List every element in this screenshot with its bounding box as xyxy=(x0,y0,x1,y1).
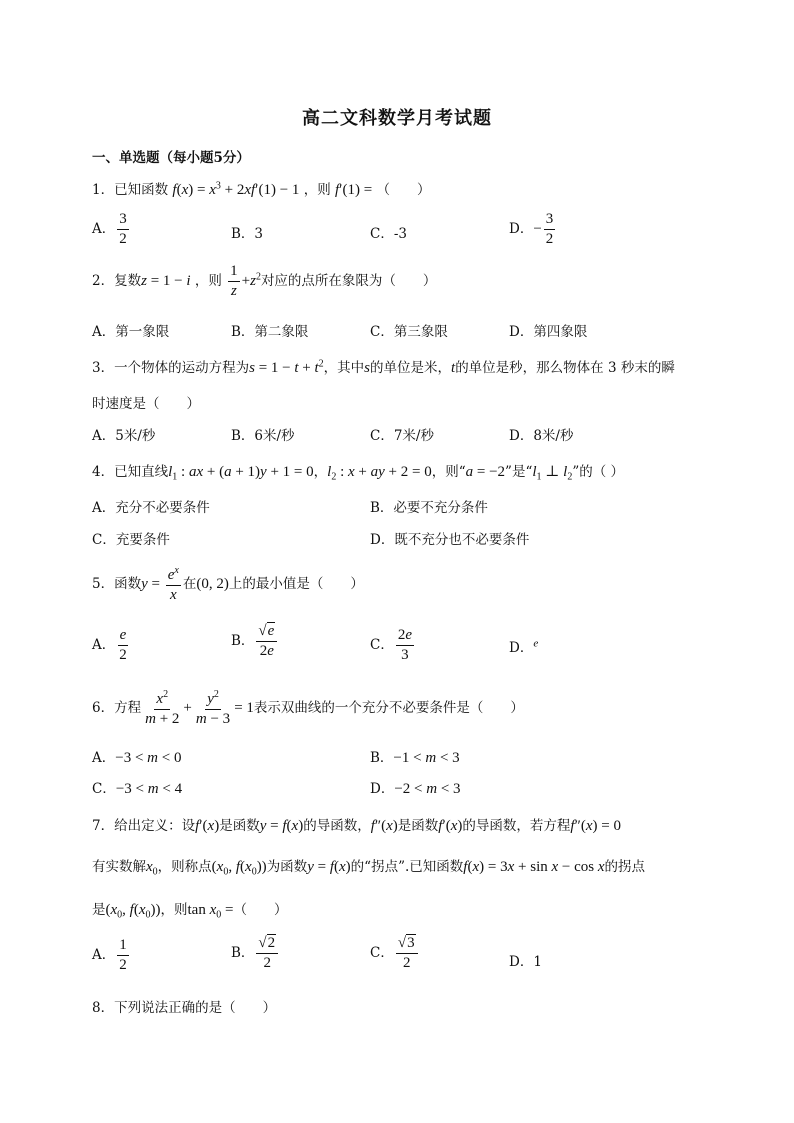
q3-option-b[interactable]: B．6米/秒 xyxy=(231,428,295,444)
q2-option-d[interactable]: D．第四象限 xyxy=(509,324,588,340)
q2-option-b[interactable]: B．第二象限 xyxy=(231,324,309,340)
question-8: 8．下列说法正确的是（ ） xyxy=(92,1000,277,1016)
q6-option-d[interactable]: D．−2 < m < 3 xyxy=(370,781,461,797)
q4-option-b[interactable]: B．必要不充分条件 xyxy=(370,500,488,516)
q4-option-d[interactable]: D．既不充分也不必要条件 xyxy=(370,532,530,548)
question-6: 6．方程 $\frac{x^2}{m + 2}$ + $\frac{y^2}{m - 3}$ = 1表示双曲线的一个充分不必要条件是（ ） xyxy=(92,689,524,727)
q3-option-d[interactable]: D．8米/秒 xyxy=(509,428,574,444)
question-5: 5．函数y = $\frac{e^x}{x}$ 在(0, 2)上的最小值是（ ） xyxy=(92,565,364,603)
question-4: 4．已知直线$l_1$ : ax + (a + 1)y + 1 = 0，$l_2$ : x + ay + 2 = 0，则“a = −2”是“$l_1$ ⊥ $l_2$”的（ ） xyxy=(92,464,625,483)
page-title: 高二文科数学月考试题 xyxy=(302,108,492,129)
q7-option-d[interactable]: D．1 xyxy=(509,954,542,970)
q4-option-a[interactable]: A．充分不必要条件 xyxy=(92,500,210,516)
q3-option-c[interactable]: C．7米/秒 xyxy=(370,428,434,444)
question-1: 1．已知函数 $f(x) = x^3 + 2xf'(1) - 1$ ，则 f′(1) = （ ） xyxy=(92,180,431,198)
q5-option-b[interactable]: B． $\frac{√e}{2e}$ xyxy=(231,624,279,659)
q7-option-a[interactable]: A． $\frac{1}{2}$ xyxy=(92,937,127,973)
q1-option-d[interactable]: D．− $\frac{3}{2}$ xyxy=(509,211,554,247)
question-7: 7．给出定义：设f′(x)是函数y = f(x)的导函数，f″(x)是函数f′(x)的导函数，若方程f″(x) = 0 xyxy=(92,818,621,834)
question-2: 2．复数z = 1 − i ，则 $\frac{1}{z}$ $+z^2$对应的点所在象限为（ ） xyxy=(92,263,437,299)
question-7-line2: 有实数解$x_0$，则称点($x_0$, $f(x_0)$)为函数y = f(x)的“拐点”.已知函数f(x) = 3x + sin x − cos x的拐点 xyxy=(92,859,646,878)
q5-option-d[interactable]: D．$^e$ xyxy=(509,637,539,656)
q2-option-a[interactable]: A．第一象限 xyxy=(92,324,170,340)
q5-option-c[interactable]: C． $\frac{2e}{3}$ xyxy=(370,627,413,663)
q4-option-c[interactable]: C．充要条件 xyxy=(92,532,170,548)
q7-option-c[interactable]: C． $\frac{√3}{2}$ xyxy=(370,936,420,971)
q6-option-b[interactable]: B．−1 < m < 3 xyxy=(370,750,460,766)
q1-option-a[interactable]: A． $\frac{3}{2}$ xyxy=(92,211,127,247)
q6-option-c[interactable]: C．−3 < m < 4 xyxy=(92,781,183,797)
q1-formula: f xyxy=(172,182,177,198)
q7-option-b[interactable]: B． $\frac{√2}{2}$ xyxy=(231,936,280,971)
q3-option-a[interactable]: A．5米/秒 xyxy=(92,428,156,444)
q5-option-a[interactable]: A． $\frac{e}{2}$ xyxy=(92,627,127,663)
q1-text: 1．已知函数 xyxy=(92,182,169,198)
q1-option-b[interactable]: B．3 xyxy=(231,226,264,242)
question-3-line2: 时速度是（ ） xyxy=(92,396,200,412)
question-7-line3: 是($x_0$, $f(x_0)$)，则$\tan x_0$ =（ ） xyxy=(92,902,288,921)
q2-option-c[interactable]: C．第三象限 xyxy=(370,324,448,340)
q1-option-c[interactable]: C．-3 xyxy=(370,226,407,242)
section-heading: 一、单选题（每小题5分） xyxy=(92,150,250,166)
q6-option-a[interactable]: A．−3 < m < 0 xyxy=(92,750,182,766)
question-3: 3．一个物体的运动方程为$s = 1 - t + t^2$，其中s的单位是米，t的单位是秒，那么物体在 3 秒末的瞬 xyxy=(92,358,675,376)
